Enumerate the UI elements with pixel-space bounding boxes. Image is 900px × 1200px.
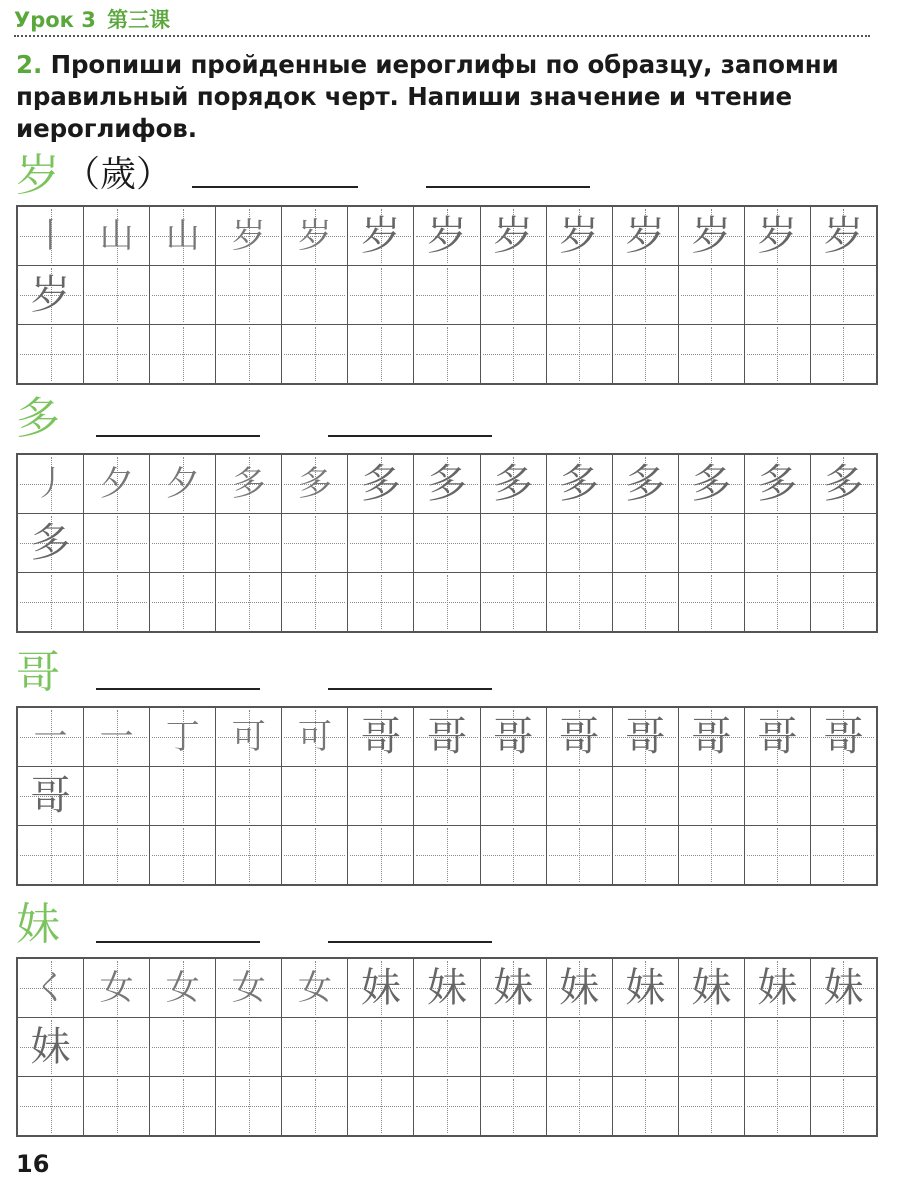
stroke-order-character: 多 [757,461,798,507]
practice-cell[interactable] [18,1018,83,1076]
grid-row [18,1017,876,1076]
stroke-order-character: 可 [297,717,332,757]
practice-cell[interactable] [281,767,347,825]
practice-cell[interactable] [83,573,149,631]
practice-cell[interactable] [612,826,678,884]
practice-cell[interactable] [83,325,149,383]
practice-cell[interactable] [612,455,678,513]
stroke-order-character: 妹 [559,965,600,1011]
practice-cell[interactable] [347,514,413,572]
practice-cell[interactable] [678,514,744,572]
practice-cell[interactable] [281,266,347,324]
practice-cell[interactable] [546,959,612,1017]
sample-character: 岁 [30,272,71,318]
practice-cell[interactable] [83,826,149,884]
practice-cell[interactable] [347,826,413,884]
practice-cell[interactable] [744,767,810,825]
practice-cell[interactable] [149,1077,215,1135]
practice-cell[interactable] [612,1018,678,1076]
practice-cell[interactable] [215,1018,281,1076]
practice-cell[interactable] [810,325,876,383]
practice-cell[interactable] [480,1077,546,1135]
practice-cell[interactable] [744,514,810,572]
practice-cell[interactable] [281,826,347,884]
grid-row [18,825,876,884]
practice-cell[interactable] [480,514,546,572]
practice-cell[interactable] [215,1077,281,1135]
stroke-order-character: 妹 [691,965,732,1011]
practice-cell[interactable] [347,1018,413,1076]
practice-cell[interactable] [347,959,413,1017]
practice-cell[interactable] [18,325,83,383]
practice-cell[interactable] [413,573,479,631]
stroke-order-character: 妹 [625,965,666,1011]
practice-cell[interactable] [215,826,281,884]
practice-cell[interactable] [744,455,810,513]
practice-cell[interactable] [678,708,744,766]
stroke-order-character: 哥 [757,714,798,760]
practice-cell[interactable] [810,207,876,265]
practice-cell[interactable] [810,455,876,513]
stroke-order-character: 岁 [493,213,534,259]
reading-answer-line-1[interactable] [426,186,590,188]
practice-cell[interactable] [546,207,612,265]
stroke-order-character: 多 [559,461,600,507]
stroke-order-character: 岁 [559,213,600,259]
practice-cell[interactable] [18,708,83,766]
grid-row [18,708,876,766]
practice-cell[interactable] [480,455,546,513]
stroke-order-character: 哥 [823,714,864,760]
practice-cell[interactable] [18,959,83,1017]
practice-cell[interactable] [215,207,281,265]
stroke-order-character: 丁 [165,717,200,757]
practice-cell[interactable] [215,325,281,383]
character-label-1 [16,150,172,201]
practice-cell[interactable] [678,207,744,265]
practice-cell[interactable] [347,708,413,766]
instruction-text: Пропиши пройденные иероглифы по образцу, запомни правильный порядок черт. Напиши значение и чтение иероглифов. [16,50,839,143]
practice-cell[interactable] [215,455,281,513]
lesson-label-cn: 第三课 [107,7,171,32]
page-number: 16 [16,1150,50,1178]
grid-row [18,455,876,513]
practice-cell[interactable] [149,826,215,884]
stroke-order-character: 岁 [297,216,332,256]
practice-cell[interactable] [612,325,678,383]
practice-cell[interactable] [546,455,612,513]
practice-cell[interactable] [413,514,479,572]
stroke-order-character: 女 [297,968,332,1008]
practice-cell[interactable] [546,708,612,766]
practice-cell[interactable] [18,207,83,265]
practice-cell[interactable] [480,1018,546,1076]
stroke-order-character: 女 [231,968,266,1008]
practice-cell[interactable] [413,266,479,324]
stroke-order-character: 多 [427,461,467,507]
practice-cell[interactable] [810,767,876,825]
practice-cell[interactable] [347,325,413,383]
practice-cell[interactable] [744,959,810,1017]
stroke-order-character: 女 [165,968,200,1008]
practice-cell[interactable] [744,826,810,884]
stroke-order-character: 女 [99,968,134,1008]
meaning-answer-line-1[interactable] [192,186,358,188]
practice-cell[interactable] [810,708,876,766]
practice-cell[interactable] [83,708,149,766]
practice-cell[interactable] [215,959,281,1017]
practice-cell[interactable] [480,325,546,383]
grid-row [18,513,876,572]
practice-cell[interactable] [281,1077,347,1135]
stroke-order-character: 可 [231,717,266,757]
practice-cell[interactable] [480,767,546,825]
practice-cell[interactable] [149,959,215,1017]
practice-cell[interactable] [612,514,678,572]
practice-cell[interactable] [347,207,413,265]
practice-cell[interactable] [480,573,546,631]
practice-cell[interactable] [83,1018,149,1076]
practice-cell[interactable] [18,455,83,513]
practice-cell[interactable] [612,1077,678,1135]
practice-cell[interactable] [83,455,149,513]
practice-cell[interactable] [678,573,744,631]
character-2: 多 [16,393,60,444]
stroke-order-character: 哥 [360,714,401,760]
grid-row [18,766,876,825]
stroke-order-character: 哥 [427,714,467,760]
practice-cell[interactable] [810,514,876,572]
character-1: 岁 [16,150,60,201]
practice-cell[interactable] [413,708,479,766]
practice-cell[interactable] [149,207,215,265]
practice-cell[interactable] [149,266,215,324]
practice-cell[interactable] [215,514,281,572]
practice-cell[interactable] [83,266,149,324]
stroke-order-character: 多 [360,461,401,507]
stroke-order-character: 山 [99,216,134,256]
stroke-order-character: 多 [625,461,666,507]
practice-cell[interactable] [678,325,744,383]
practice-cell[interactable] [18,826,83,884]
practice-cell[interactable] [149,325,215,383]
practice-cell[interactable] [612,708,678,766]
stroke-order-character: 妹 [427,965,467,1011]
practice-cell[interactable] [546,573,612,631]
practice-cell[interactable] [480,959,546,1017]
writing-grid-3 [16,706,878,886]
traditional-form-1: （歲） [64,154,173,195]
stroke-order-character: 岁 [757,213,798,259]
stroke-order-character: 多 [823,461,864,507]
practice-cell[interactable] [546,1077,612,1135]
practice-cell[interactable] [678,767,744,825]
meaning-answer-line-4[interactable] [96,941,260,943]
grid-row [18,324,876,383]
practice-cell[interactable] [678,959,744,1017]
practice-cell[interactable] [413,325,479,383]
practice-cell[interactable] [413,826,479,884]
practice-cell[interactable] [413,767,479,825]
practice-cell[interactable] [810,266,876,324]
practice-cell[interactable] [480,708,546,766]
grid-row [18,207,876,265]
writing-grid-2 [16,453,878,633]
practice-cell[interactable] [83,767,149,825]
header-divider [14,35,870,37]
practice-cell[interactable] [480,207,546,265]
practice-cell[interactable] [744,1077,810,1135]
stroke-order-character: 岁 [231,216,266,256]
practice-cell[interactable] [678,826,744,884]
practice-cell[interactable] [83,514,149,572]
sample-character: 妹 [30,1024,71,1070]
practice-cell[interactable] [413,207,479,265]
stroke-order-character: 妹 [823,965,864,1011]
stroke-order-character: 岁 [691,213,732,259]
stroke-order-character: 多 [231,464,266,504]
practice-cell[interactable] [347,573,413,631]
stroke-order-character: 岁 [625,213,666,259]
stroke-order-character: 岁 [360,213,401,259]
character-label-4 [16,900,60,950]
practice-cell[interactable] [18,1077,83,1135]
stroke-order-character: く [33,968,68,1008]
writing-grid-1 [16,205,878,385]
stroke-order-character: 丿 [33,464,68,504]
exercise-number: 2. [16,50,43,79]
practice-cell[interactable] [18,514,83,572]
practice-cell[interactable] [678,455,744,513]
practice-cell[interactable] [678,1018,744,1076]
practice-cell[interactable] [744,266,810,324]
practice-cell[interactable] [83,1077,149,1135]
stroke-order-character: 岁 [823,213,864,259]
stroke-order-character: 哥 [625,714,666,760]
practice-cell[interactable] [546,266,612,324]
practice-cell[interactable] [810,959,876,1017]
reading-answer-line-2[interactable] [328,435,492,437]
stroke-order-character: 多 [297,464,332,504]
practice-cell[interactable] [546,514,612,572]
practice-cell[interactable] [149,455,215,513]
practice-cell[interactable] [18,573,83,631]
sample-character: 哥 [30,773,71,819]
lesson-header [14,4,170,34]
practice-cell[interactable] [281,514,347,572]
practice-cell[interactable] [612,266,678,324]
grid-row [18,265,876,324]
grid-row [18,572,876,631]
meaning-answer-line-3[interactable] [96,688,260,690]
practice-cell[interactable] [480,266,546,324]
practice-cell[interactable] [744,207,810,265]
practice-cell[interactable] [678,1077,744,1135]
practice-cell[interactable] [215,573,281,631]
stroke-order-character: 山 [165,216,200,256]
meaning-answer-line-2[interactable] [96,435,260,437]
writing-grid-4 [16,957,878,1137]
practice-cell[interactable] [810,573,876,631]
practice-cell[interactable] [810,1018,876,1076]
practice-cell[interactable] [18,767,83,825]
character-3: 哥 [16,647,60,698]
practice-cell[interactable] [744,325,810,383]
practice-cell[interactable] [612,767,678,825]
practice-cell[interactable] [149,514,215,572]
stroke-order-character: 哥 [559,714,600,760]
stroke-order-character: 妹 [493,965,534,1011]
stroke-order-character: 一 [99,717,134,757]
grid-row [18,1076,876,1135]
reading-answer-line-4[interactable] [328,941,492,943]
practice-cell[interactable] [612,573,678,631]
practice-cell[interactable] [546,325,612,383]
stroke-order-character: 岁 [427,213,467,259]
practice-cell[interactable] [744,573,810,631]
lesson-label: Урок 3 [14,8,96,32]
practice-cell[interactable] [546,1018,612,1076]
practice-cell[interactable] [347,767,413,825]
practice-cell[interactable] [281,573,347,631]
practice-cell[interactable] [810,1077,876,1135]
practice-cell[interactable] [347,455,413,513]
practice-cell[interactable] [18,266,83,324]
practice-cell[interactable] [281,207,347,265]
practice-cell[interactable] [744,708,810,766]
stroke-order-character: 多 [691,461,732,507]
practice-cell[interactable] [281,1018,347,1076]
practice-cell[interactable] [413,1077,479,1135]
practice-cell[interactable] [413,1018,479,1076]
stroke-order-character: 丨 [33,216,68,256]
practice-cell[interactable] [83,959,149,1017]
practice-cell[interactable] [149,708,215,766]
character-label-3 [16,648,60,698]
practice-cell[interactable] [215,708,281,766]
practice-cell[interactable] [281,455,347,513]
practice-cell[interactable] [215,767,281,825]
practice-cell[interactable] [281,325,347,383]
practice-cell[interactable] [413,455,479,513]
stroke-order-character: 妹 [360,965,401,1011]
reading-answer-line-3[interactable] [328,688,492,690]
stroke-order-character: 哥 [493,714,534,760]
practice-cell[interactable] [546,826,612,884]
practice-cell[interactable] [347,266,413,324]
practice-cell[interactable] [281,959,347,1017]
practice-cell[interactable] [281,708,347,766]
stroke-order-character: 一 [33,717,68,757]
stroke-order-character: 哥 [691,714,732,760]
stroke-order-character: 夕 [165,464,200,504]
practice-cell[interactable] [149,767,215,825]
character-label-2 [16,394,60,444]
practice-cell[interactable] [810,826,876,884]
practice-cell[interactable] [83,207,149,265]
stroke-order-character: 夕 [99,464,134,504]
practice-cell[interactable] [149,573,215,631]
practice-cell[interactable] [215,266,281,324]
exercise-instruction [16,49,876,145]
practice-cell[interactable] [347,1077,413,1135]
sample-character: 多 [30,520,71,566]
stroke-order-character: 妹 [757,965,798,1011]
practice-cell[interactable] [413,959,479,1017]
practice-cell[interactable] [678,266,744,324]
practice-cell[interactable] [480,826,546,884]
practice-cell[interactable] [149,1018,215,1076]
practice-cell[interactable] [744,1018,810,1076]
practice-cell[interactable] [612,207,678,265]
practice-cell[interactable] [612,959,678,1017]
grid-row [18,959,876,1017]
practice-cell[interactable] [546,767,612,825]
stroke-order-character: 多 [493,461,534,507]
character-4: 妹 [16,899,60,950]
